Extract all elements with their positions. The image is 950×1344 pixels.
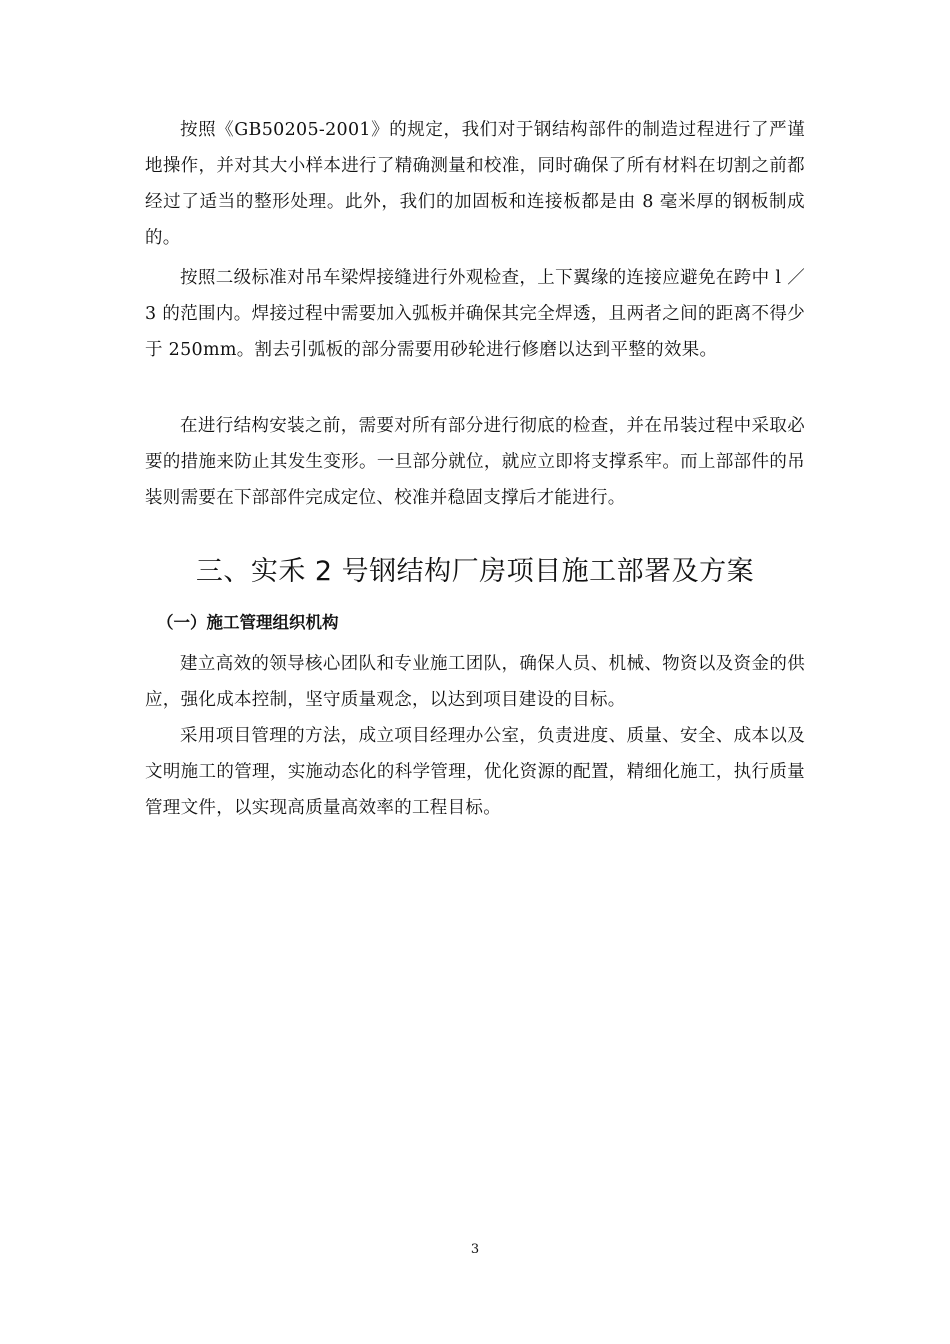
sub-heading: （一）施工管理组织机构 [157,613,339,632]
page-number: 3 [470,1242,480,1257]
paragraph-installation: 在进行结构安装之前，需要对所有部分进行彻底的检查，并在吊装过程中采取必要的措施来防止其发生变形。一旦部分就位，就应立即将支撑系牢。而上部部件的吊装则需要在下部部件完成定位、校准并稳固支撑后才能进行。 [145,416,805,508]
paragraph-weld-inspection: 按照二级标准对吊车梁焊接缝进行外观检查，上下翼缘的连接应避免在跨中 l ／ 3 的范围内。焊接过程中需要加入弧板并确保其完全焊透，且两者之间的距离不得少于 250mm。割去引弧板的部分需要用砂轮进行修磨以达到平整的效果。 [145,268,805,360]
paragraph-gb50205-fabrication: 按照《GB50205-2001》的规定，我们对于钢结构部件的制造过程进行了严谨地操作，并对其大小样本进行了精确测量和校准，同时确保了所有材料在切割之前都经过了适当的整形处理。此外，我们的加固板和连接板都是由 8 毫米厚的钢板制成的。 [145,120,805,248]
section-heading: 三、实禾 2 号钢结构厂房项目施工部署及方案 [195,556,755,587]
paragraph-project-management: 采用项目管理的方法，成立项目经理办公室，负责进度、质量、安全、成本以及文明施工的管理，实施动态化的科学管理，优化资源的配置，精细化施工，执行质量管理文件，以实现高质量高效率的工程目标。 [145,726,805,818]
paragraph-team-building: 建立高效的领导核心团队和专业施工团队，确保人员、机械、物资以及资金的供应，强化成本控制，坚守质量观念，以达到项目建设的目标。 [145,654,805,710]
